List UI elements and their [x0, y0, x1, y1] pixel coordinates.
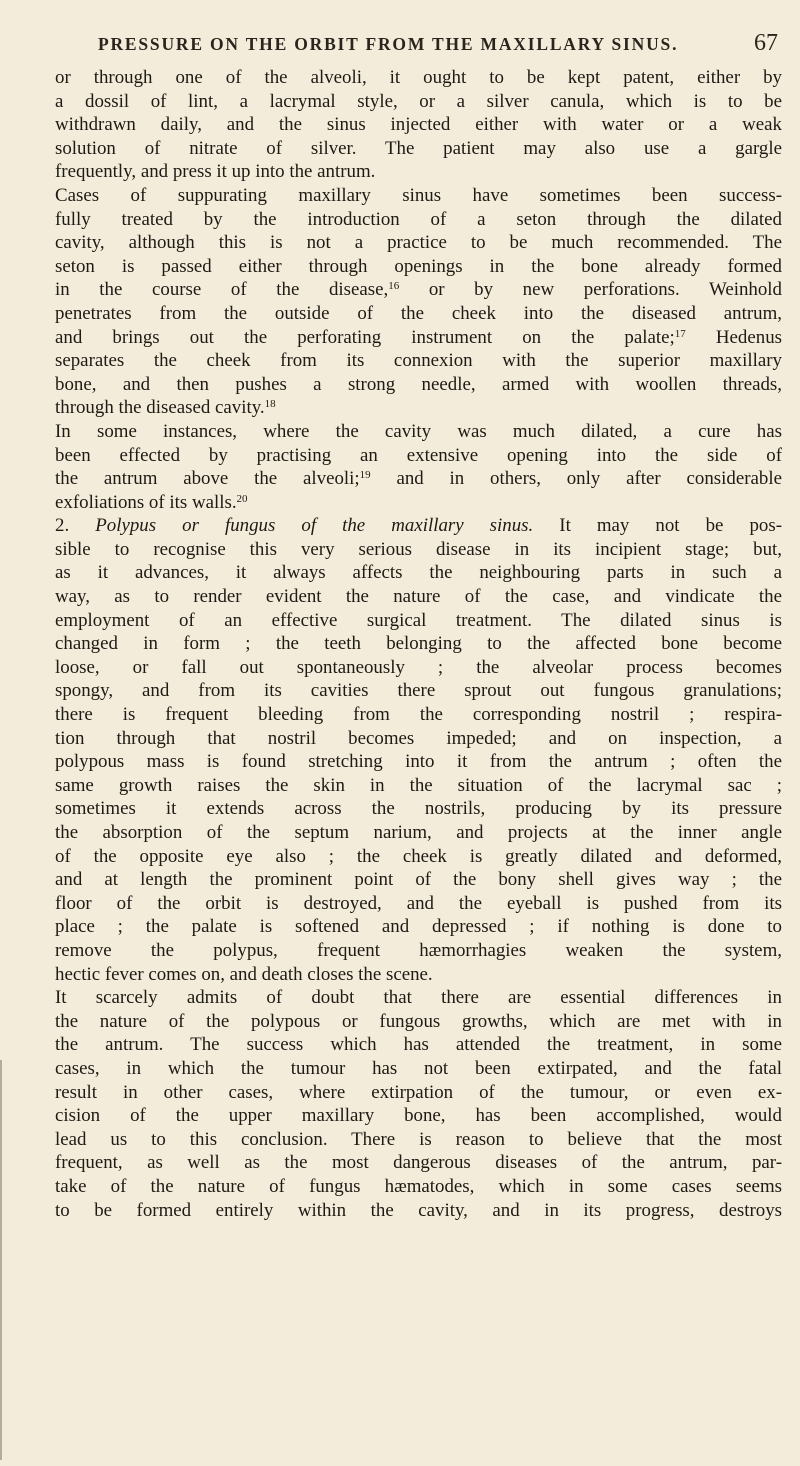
text-line: seton is passed either through openings in the bone already formed — [55, 255, 782, 277]
line-part: It may not be pos- — [533, 515, 783, 537]
text-line: the absorption of the septum narium, and projects at the inner angle — [55, 822, 782, 843]
text-line — [55, 326, 782, 350]
text-line: take of the nature of fungus hæmatodes, which in some cases seems — [55, 1175, 782, 1197]
text-line: fully treated by the introduction of a seton through the dilated — [55, 208, 782, 230]
line-part: and brings out the perforating instrument on the palate; — [55, 326, 675, 348]
text-line — [55, 467, 782, 491]
text-line: cases, in which the tumour has not been extirpated, and the fatal — [55, 1057, 782, 1079]
text-line: a dossil of lint, a lacrymal style, or a silver canula, which is to be — [55, 90, 782, 112]
text-line: withdrawn daily, and the sinus injected either with water or a weak — [55, 114, 782, 136]
text-line: sible to recognise this very serious disease in its incipient stage; but, — [55, 538, 782, 560]
line-part: or by new perforations. Weinhold — [399, 279, 782, 301]
text-line: the antrum. The success which has attended the treatment, in some — [55, 1034, 782, 1056]
text-line: there is frequent bleeding from the corresponding nostril ; respira- — [55, 704, 782, 726]
text-line: of the opposite eye also ; the cheek is greatly dilated and deformed, — [55, 845, 782, 867]
text-line: spongy, and from its cavities there sprout out fungous granulations; — [55, 680, 782, 702]
text-line: In some instances, where the cavity was much dilated, a cure has — [55, 420, 782, 442]
text-line: to be formed entirely within the cavity, and in its progress, destroys — [55, 1199, 782, 1221]
text-line — [55, 514, 782, 538]
text-line: as it advances, it always affects the neighbouring parts in such a — [55, 562, 782, 584]
text-line: frequently, and press it up into the antrum. — [55, 161, 376, 183]
text-line: cavity, although this is not a practice to be much recommended. The — [55, 232, 782, 254]
text-line: loose, or fall out spontaneously ; the alveolar process becomes — [55, 656, 782, 678]
text-line: employment of an effective surgical treatment. The dilated sinus is — [55, 609, 782, 631]
page-edge-shadow — [0, 1060, 12, 1460]
text-line: changed in form ; the teeth belonging to the affected bone become — [55, 633, 782, 655]
text-line: the nature of the polypous or fungous growths, which are met with in — [55, 1010, 782, 1032]
text-line: and at length the prominent point of the bony shell gives way ; the — [55, 869, 782, 891]
footnote-ref: 16 — [388, 280, 400, 293]
text-line: Cases of suppurating maxillary sinus have sometimes been success- — [55, 184, 782, 206]
footnote-ref: 19 — [359, 469, 371, 482]
text-line: solution of nitrate of silver. The patient may also use a gargle — [55, 137, 782, 159]
line-part: exfoliations of its walls. — [55, 491, 237, 513]
text-line: floor of the orbit is destroyed, and the eyeball is pushed from its — [55, 892, 782, 914]
page-number: 67 — [754, 30, 778, 56]
text-line: or through one of the alveoli, it ought to be kept patent, either by — [55, 67, 782, 88]
footnote-ref: 20 — [236, 492, 248, 505]
line-part: the antrum above the alveoli; — [55, 468, 360, 490]
running-header — [98, 30, 778, 57]
text-line: bone, and then pushes a strong needle, armed with woollen threads, — [55, 373, 782, 395]
text-line: sometimes it extends across the nostrils, producing by its pressure — [55, 798, 782, 820]
line-part: through the diseased cavity. — [55, 397, 265, 419]
footnote-ref: 17 — [674, 327, 686, 340]
text-line: cision of the upper maxillary bone, has been accomplished, would — [55, 1105, 782, 1127]
text-line: remove the polypus, frequent hæmorrhagies weaken the system, — [55, 939, 782, 961]
text-line: lead us to this conclusion. There is reason to believe that the most — [55, 1128, 782, 1150]
text-line: tion through that nostril becomes impeded; and on inspection, a — [55, 727, 782, 749]
body-text — [55, 66, 782, 1222]
text-line: frequent, as well as the most dangerous diseases of the antrum, par- — [55, 1152, 782, 1174]
text-line: hectic fever comes on, and death closes the scene. — [55, 963, 433, 985]
text-line: result in other cases, where extirpation of the tumour, or even ex- — [55, 1081, 782, 1103]
text-line: been effected by practising an extensive opening into the side of — [55, 444, 782, 466]
text-line — [55, 396, 782, 420]
text-line: same growth raises the skin in the situation of the lacrymal sac ; — [55, 774, 782, 796]
text-line: separates the cheek from its connexion with the superior maxillary — [55, 350, 782, 372]
line-part: in the course of the disease, — [55, 279, 389, 301]
text-line: polypous mass is found stretching into it from the antrum ; often the — [55, 751, 782, 773]
running-title: PRESSURE ON THE ORBIT FROM THE MAXILLARY SINUS. — [98, 34, 679, 54]
text-line: way, as to render evident the nature of the case, and vindicate the — [55, 586, 782, 608]
line-part: Hedenus — [685, 326, 782, 348]
text-line: penetrates from the outside of the cheek into the diseased antrum, — [55, 302, 782, 324]
text-line: place ; the palate is softened and depressed ; if nothing is done to — [55, 916, 782, 938]
text-line — [55, 491, 782, 515]
text-line — [55, 278, 782, 302]
footnote-ref: 18 — [264, 398, 276, 411]
section-heading: Polypus or fungus of the maxillary sinus. — [95, 515, 534, 537]
section-number: 2. — [55, 515, 96, 537]
text-line: It scarcely admits of doubt that there are essential differences in — [55, 987, 782, 1009]
line-part: and in others, only after considerable — [370, 468, 782, 490]
